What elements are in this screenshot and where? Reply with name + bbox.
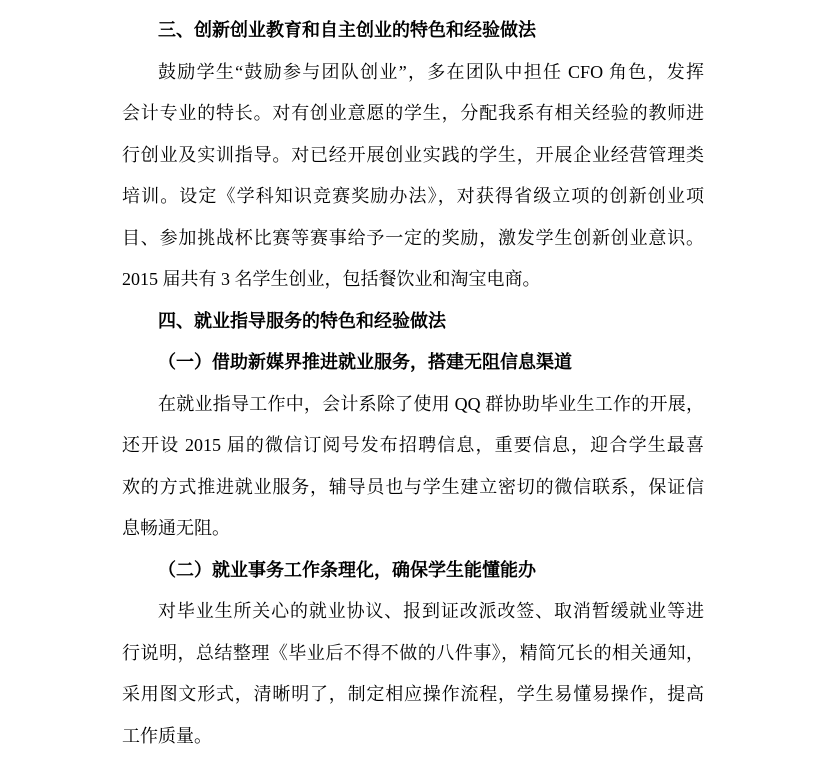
section-heading: 三、创新创业教育和自主创业的特色和经验做法	[158, 20, 536, 40]
paragraph-line: 在就业指导工作中，会计系除了使用 QQ 群协助毕业生工作的开展，	[158, 393, 704, 414]
paragraph-line: 会计专业的特长。对有创业意愿的学生，分配我系有相关经验的教师进	[122, 103, 704, 123]
document-content	[122, 10, 704, 757]
paragraph-line: 还开设 2015 届的微信订阅号发布招聘信息，重要信息，迎合学生最喜	[122, 435, 704, 455]
paragraph-line: 采用图文形式，清晰明了，制定相应操作流程，学生易懂易操作，提高	[122, 684, 704, 704]
paragraph-line: 行创业及实训指导。对已经开展创业实践的学生，开展企业经营管理类	[122, 144, 704, 165]
paragraph-line: 培训。设定《学科知识竞赛奖励办法》，对获得省级立项的创新创业项	[122, 186, 704, 206]
section-heading: （二）就业事务工作条理化，确保学生能懂能办	[158, 559, 536, 580]
section-heading: （一）借助新媒界推进就业服务，搭建无阻信息渠道	[158, 352, 572, 372]
paragraph-line: 欢的方式推进就业服务，辅导员也与学生建立密切的微信联系，保证信	[122, 476, 704, 497]
paragraph-line: 鼓励学生“鼓励参与团队创业”，多在团队中担任 CFO 角色，发挥	[158, 61, 704, 82]
paragraph-line: 行说明，总结整理《毕业后不得不做的八件事》，精简冗长的相关通知，	[122, 642, 704, 663]
paragraph-line: 对毕业生所关心的就业协议、报到证改派改签、取消暂缓就业等进	[158, 601, 704, 621]
paragraph-line: 息畅通无阻。	[122, 518, 230, 538]
section-heading: 四、就业指导服务的特色和经验做法	[158, 310, 446, 331]
paragraph-line: 2015 届共有 3 名学生创业，包括餐饮业和淘宝电商。	[122, 269, 541, 289]
paragraph-line: 目、参加挑战杯比赛等赛事给予一定的奖励，激发学生创新创业意识。	[122, 227, 704, 248]
paragraph-line: 工作质量。	[122, 725, 212, 746]
